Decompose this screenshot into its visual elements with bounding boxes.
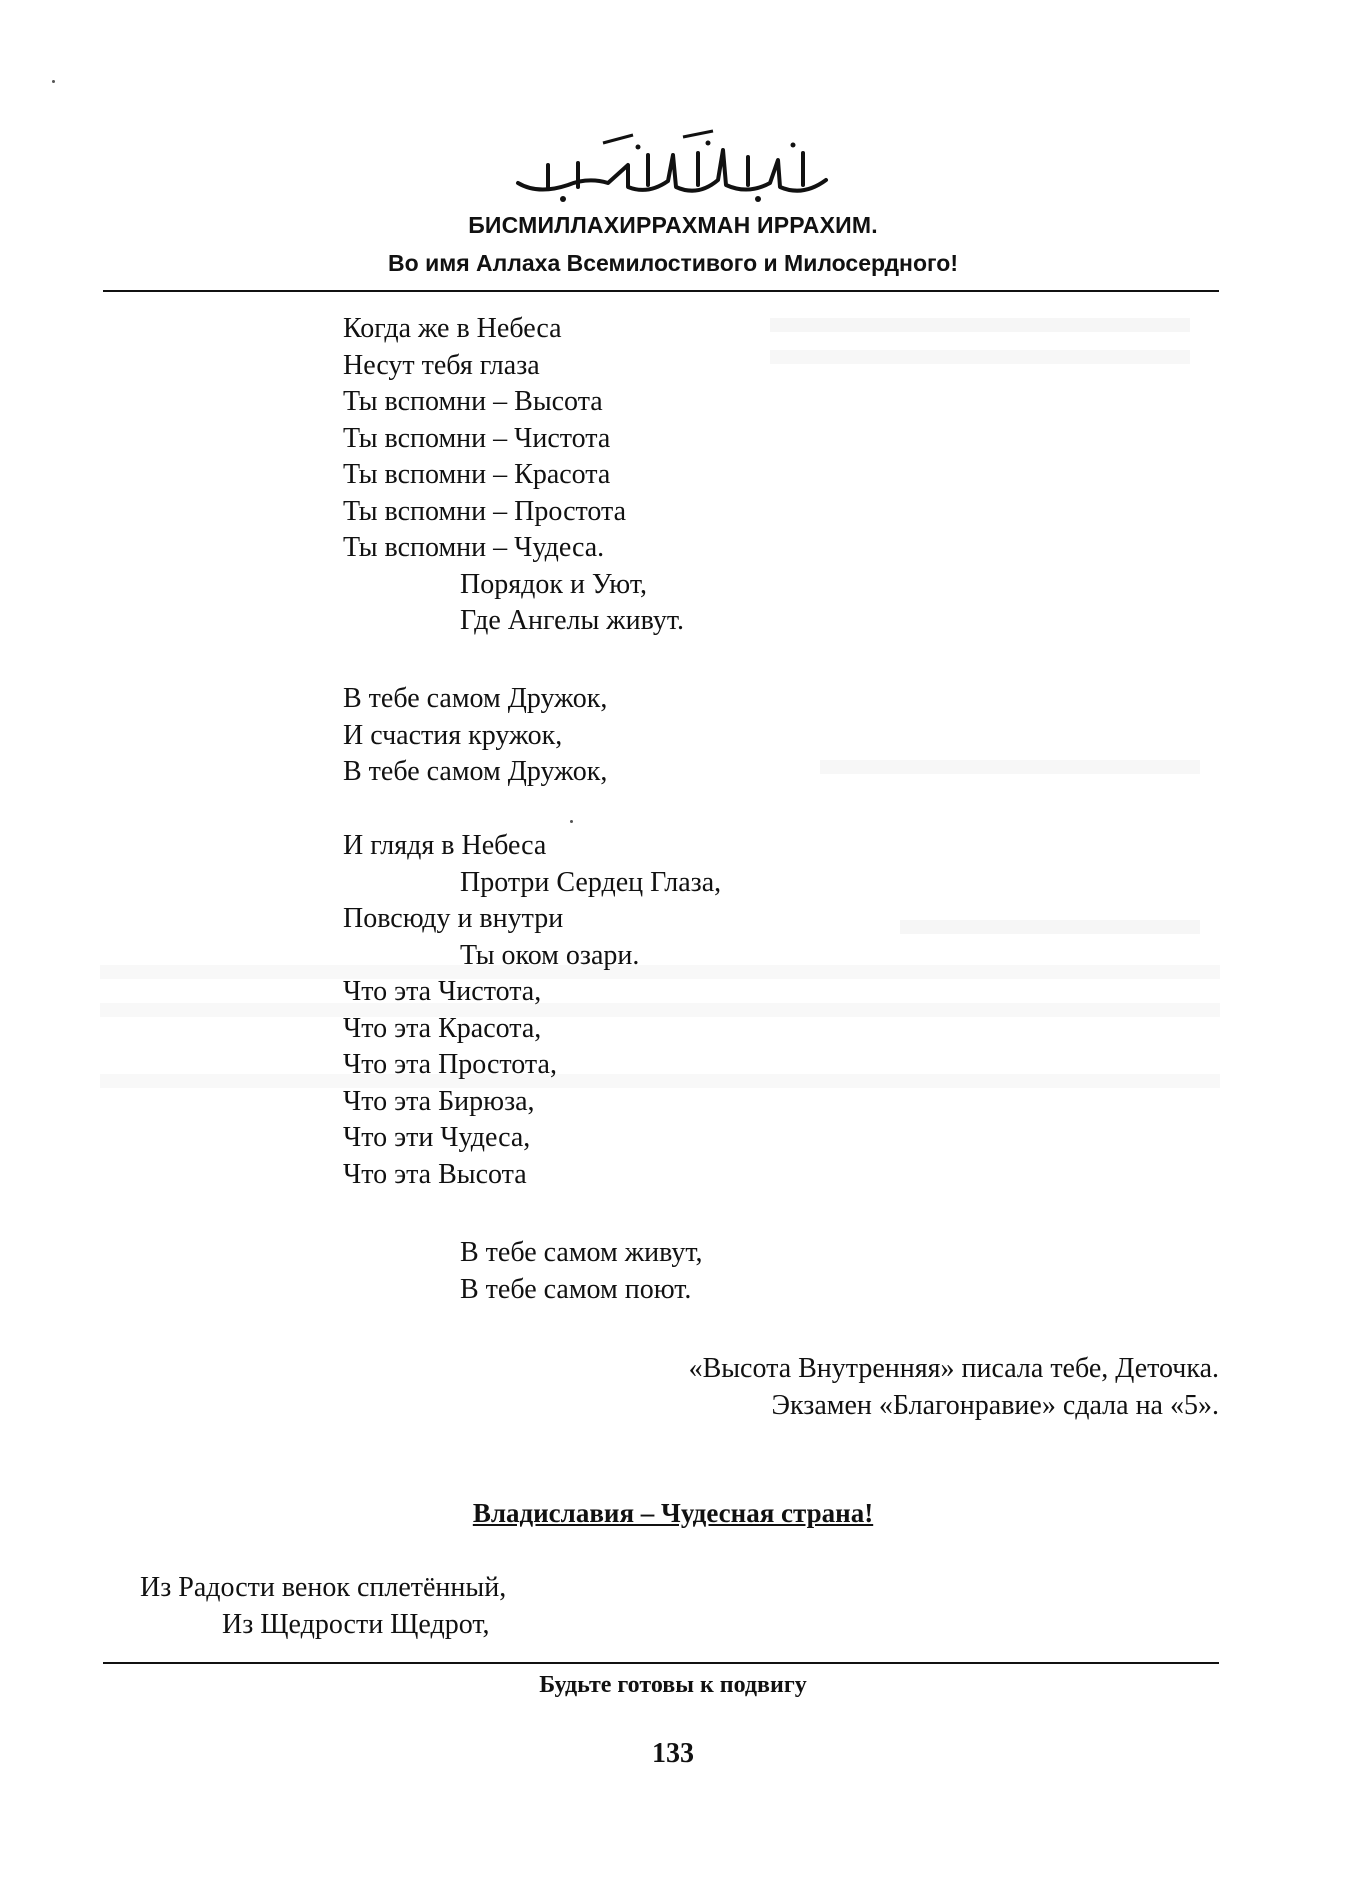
page-number: 133 xyxy=(652,1738,694,1769)
poem-line: Что эта Простота, xyxy=(343,1049,557,1080)
header-rule xyxy=(103,290,1219,292)
poem-line: И счастия кружок, xyxy=(343,720,563,751)
poem-line: Ты вспомни – Чистота xyxy=(343,423,611,454)
bismillah-calligraphy-icon xyxy=(508,125,838,205)
poem-line: В тебе самом Дружок, xyxy=(343,756,608,787)
poem-line: Несут тебя глаза xyxy=(343,350,540,381)
poem-line: В тебе самом поют. xyxy=(460,1274,692,1305)
poem-line: Что эти Чудеса, xyxy=(343,1122,531,1153)
signature-line-1: «Высота Внутренняя» писала тебе, Деточка. xyxy=(688,1353,1219,1384)
header-subtitle: Во имя Аллаха Всемилостивого и Милосердного! xyxy=(388,250,958,276)
poem-line: Протри Сердец Глаза, xyxy=(460,867,722,898)
scan-speck xyxy=(570,820,573,823)
bismillah-calligraphy xyxy=(0,125,1346,210)
poem-line: Когда же в Небеса xyxy=(343,313,562,344)
chapter-line: Из Щедрости Щедрот, xyxy=(222,1609,490,1640)
poem-line: Ты вспомни – Чудеса. xyxy=(343,532,605,563)
poem-line: В тебе самом живут, xyxy=(460,1237,703,1268)
poem-line: Ты оком озари. xyxy=(460,940,640,971)
poem-line: Ты вспомни – Высота xyxy=(343,386,603,417)
poem-line: Ты вспомни – Красота xyxy=(343,459,611,490)
poem-line: Что эта Бирюза, xyxy=(343,1086,535,1117)
poem-line: Порядок и Уют, xyxy=(460,569,647,600)
chapter-line: Из Радости венок сплетённый, xyxy=(140,1572,507,1603)
poem-line: Где Ангелы живут. xyxy=(460,605,685,636)
footer-rule xyxy=(103,1662,1219,1664)
poem-line: И глядя в Небеса xyxy=(343,830,547,861)
poem-line: Что эта Чистота, xyxy=(343,976,542,1007)
footer-note: Будьте готовы к подвигу xyxy=(539,1672,807,1698)
header-title: БИСМИЛЛАХИРРАХМАН ИРРАХИМ. xyxy=(468,212,878,238)
chapter-title: Владиславия – Чудесная страна! xyxy=(472,1498,874,1528)
poem-line: В тебе самом Дружок, xyxy=(343,683,608,714)
poem-line: Повсюду и внутри xyxy=(343,903,564,934)
scan-speck xyxy=(52,80,55,83)
poem-line: Что эта Красота, xyxy=(343,1013,542,1044)
signature-line-2: Экзамен «Благонравие» сдала на «5». xyxy=(771,1390,1219,1421)
poem-line: Ты вспомни – Простота xyxy=(343,496,626,527)
poem-line: Что эта Высота xyxy=(343,1159,527,1190)
